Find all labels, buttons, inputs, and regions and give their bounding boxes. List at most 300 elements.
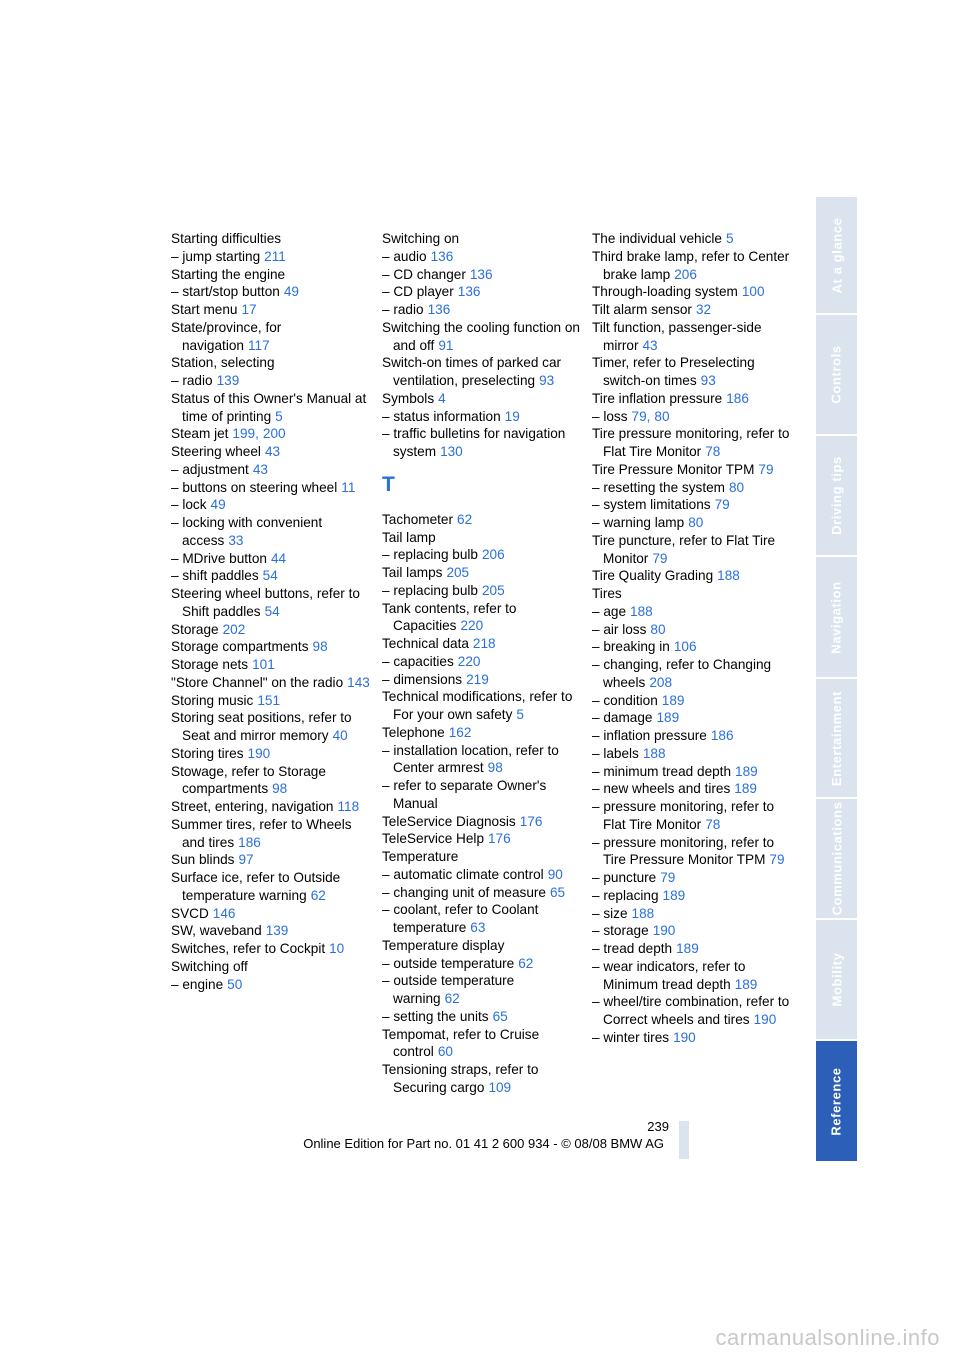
index-entry-text: Tail lamp [382, 529, 436, 545]
index-entry [592, 301, 792, 319]
index-entry [382, 600, 582, 636]
index-entry [592, 603, 792, 621]
index-entry-text: – coolant, refer to Coolant temperature [382, 902, 539, 935]
index-entry-text: – capacities [382, 653, 454, 669]
index-entry-text: – shift paddles [171, 568, 259, 584]
index-entry-text: – outside temperature [382, 955, 515, 971]
index-entry [171, 230, 371, 248]
index-entry-text: – CD player [382, 284, 454, 300]
page-link[interactable]: 190 [247, 745, 271, 761]
page-link[interactable]: 162 [448, 724, 472, 740]
index-entry [592, 283, 792, 301]
page-link[interactable]: 43 [264, 444, 281, 459]
page-link[interactable]: 188 [630, 603, 653, 619]
index-entry-text: Tachometer [382, 511, 454, 527]
page-link[interactable]: 78 [705, 444, 721, 459]
index-entry [171, 869, 371, 905]
index-entry [592, 905, 792, 923]
page-link[interactable]: 136 [457, 284, 481, 300]
page-link[interactable]: 176 [488, 831, 511, 847]
page-link[interactable]: 43 [252, 461, 268, 477]
index-entry-text: Storage compartments [171, 639, 309, 655]
page-link[interactable]: 130 [440, 444, 463, 459]
page-link[interactable]: 189 [656, 710, 680, 726]
page-link[interactable]: 202 [222, 621, 246, 637]
index-entry [592, 479, 792, 497]
index-entry [171, 514, 371, 550]
index-entry [382, 564, 582, 582]
index-entry-text: – wheel/tire combination, refer to Correct wheels and tires [592, 994, 790, 1027]
index-entry [171, 638, 371, 656]
index-entry-text: Storing seat positions, refer to Seat and mirror memory [171, 710, 352, 743]
index-entry-text: Tire inflation pressure [592, 390, 723, 406]
index-entry [382, 301, 582, 319]
index-entry-text: – age [592, 603, 627, 619]
index-entry [382, 972, 582, 1008]
index-entry-text: "Store Channel" on the radio [171, 674, 344, 690]
index-entry [592, 780, 792, 798]
index-entry-text: Switching off [171, 958, 248, 974]
index-entry [171, 745, 371, 763]
page-link[interactable]: 188 [642, 745, 666, 761]
index-entry [171, 567, 371, 585]
index-entry [382, 848, 582, 866]
index-entry [592, 958, 792, 994]
index-entry [382, 777, 582, 813]
chapter-tab-label: Communications [829, 801, 845, 916]
index-entry-text: – new wheels and tires [592, 781, 731, 797]
index-entry [382, 1008, 582, 1026]
page-link[interactable]: 199 [232, 426, 256, 442]
index-entry-text: Tire Quality Grading [592, 568, 714, 584]
index-entry [171, 372, 371, 390]
index-entry-text: Start menu [171, 302, 238, 317]
index-entry [171, 940, 371, 958]
index-entry [171, 319, 371, 355]
index-entry-text: – outside temperature warning [382, 973, 515, 1006]
index-entry-text: Tilt function, passenger-side mirror [592, 319, 762, 353]
page-link[interactable]: 98 [487, 760, 503, 776]
page-link[interactable]: 54 [264, 603, 280, 619]
page-link[interactable]: 93 [539, 373, 555, 388]
index-entry [592, 993, 792, 1029]
index-entry-text: Switching the cooling function on and off [382, 319, 580, 353]
page-link[interactable]: 189 [676, 941, 699, 956]
index-entry [171, 443, 371, 461]
index-entry [592, 230, 792, 248]
page-link[interactable]: 43 [642, 337, 658, 353]
index-entry [592, 887, 792, 905]
index-entry [592, 248, 792, 284]
index-entry [171, 798, 371, 816]
page-link[interactable]: 80 [654, 408, 670, 424]
index-entry-text: Switches, refer to Cockpit [171, 941, 326, 956]
index-entry-text: – engine [171, 976, 224, 992]
index-entry-text: – puncture [592, 870, 657, 885]
footer-bar [679, 1121, 689, 1159]
index-entry-text: – replacing bulb [382, 547, 478, 563]
index-entry [592, 390, 792, 408]
page-link[interactable]: 79 [714, 497, 730, 513]
index-entry [382, 354, 582, 390]
page-link[interactable]: 176 [519, 813, 543, 829]
page-link[interactable]: 4 [438, 390, 446, 406]
index-entry [592, 745, 792, 763]
index-entry [382, 248, 582, 266]
chapter-tab[interactable] [816, 436, 857, 555]
chapter-tab[interactable] [816, 799, 857, 918]
index-entry-text: – jump starting [171, 248, 261, 264]
page-link[interactable]: 117 [247, 337, 270, 353]
chapter-tab[interactable] [816, 679, 857, 797]
index-entry-text: Telephone [382, 724, 445, 740]
page-link[interactable]: 139 [265, 923, 289, 939]
page-link[interactable]: 151 [257, 692, 281, 708]
chapter-tab[interactable] [816, 315, 857, 434]
index-entry-text: Through-loading system [592, 284, 738, 300]
index-entry-text: Tempomat, refer to Cruise control [382, 1026, 540, 1060]
index-entry-text: – storage [592, 923, 649, 939]
index-entry [592, 461, 792, 479]
index-entry [592, 834, 792, 870]
index-entry [382, 635, 582, 653]
page-link[interactable]: 54 [262, 568, 278, 584]
index-entry [382, 266, 582, 284]
page-link[interactable]: 190 [652, 923, 676, 939]
index-entry-text: – replacing [592, 887, 659, 903]
page-link[interactable]: 49 [210, 497, 226, 513]
index-group-t [382, 511, 582, 1097]
index-entry-text: – warning lamp [592, 515, 685, 530]
page-link[interactable]: 5 [275, 408, 283, 424]
index-entry [592, 922, 792, 940]
index-entry [382, 283, 582, 301]
index-entry [592, 692, 792, 710]
page-link[interactable]: 90 [547, 866, 563, 882]
index-entry-text: Storing tires [171, 745, 244, 761]
index-entry-text: State/province, for navigation [171, 319, 282, 353]
index-entry [592, 567, 792, 585]
page-link[interactable]: 218 [472, 636, 496, 651]
index-entry-text: – resetting the system [592, 479, 725, 495]
page-link[interactable]: 65 [492, 1008, 508, 1024]
index-entry [592, 319, 792, 355]
index-entry [382, 724, 582, 742]
index-entry-text: – refer to separate Owner's Manual [382, 778, 547, 811]
page-link[interactable]: 186 [726, 390, 749, 406]
index-entry-text: – condition [592, 692, 658, 708]
index-entry-text: – inflation pressure [592, 728, 707, 743]
page-link[interactable]: 205 [446, 565, 470, 580]
index-entry-text: – pressure monitoring, refer to Flat Tire Monitor [592, 799, 775, 832]
index-entry [171, 816, 371, 852]
index-entry-text: – lock [171, 497, 207, 513]
index-entry-text: Switching on [382, 231, 460, 246]
page-link[interactable]: 98 [272, 781, 288, 797]
index-entry-text: – pressure monitoring, refer to Tire Pressure Monitor TPM [592, 834, 775, 868]
index-column-2 [382, 230, 582, 1097]
index-entry [592, 940, 792, 958]
index-entry [382, 319, 582, 355]
chapter-tab-label: Navigation [829, 580, 844, 654]
index-entry-text: Steam jet [171, 426, 229, 442]
index-entry-text: Surface ice, refer to Outside temperature warning [171, 870, 341, 903]
chapter-tab[interactable] [816, 197, 857, 313]
page-link[interactable]: 189 [662, 887, 686, 903]
index-entry-text: – status information [382, 408, 501, 424]
index-entry-text: Starting the engine [171, 266, 286, 282]
index-entry-text: Summer tires, refer to Wheels and tires [171, 816, 352, 850]
index-entry [382, 866, 582, 884]
page-link[interactable]: 63 [470, 920, 486, 935]
index-column-1 [171, 230, 371, 993]
index-entry [171, 248, 371, 266]
page-link[interactable]: 49 [283, 284, 299, 300]
index-group-s [382, 230, 582, 461]
page-link[interactable]: 200 [262, 426, 286, 442]
index-entry [592, 496, 792, 514]
chapter-tab-label: Mobility [829, 952, 844, 1007]
watermark: carmanualsonline.info [715, 1325, 940, 1350]
index-entry-text: Switch-on times of parked car ventilation, preselecting [382, 355, 562, 388]
page-link[interactable]: 93 [700, 373, 716, 388]
index-entry: Steam jet 199, 200 [171, 426, 286, 442]
page-link[interactable]: 78 [705, 816, 721, 832]
index-entry [382, 653, 582, 671]
page-link[interactable]: 189 [734, 781, 757, 797]
index-entry-text: Stowage, refer to Storage compartments [171, 763, 326, 797]
page-link[interactable]: 44 [270, 550, 287, 566]
footer-edition: Online Edition for Part no. 01 41 2 600 934 - © 08/08 BMW AG [303, 1136, 664, 1151]
index-entry-text: Technical modifications, refer to For your own safety [382, 689, 573, 722]
index-entry [382, 1026, 582, 1062]
page-link[interactable]: 139 [216, 373, 240, 388]
index-letter-heading: T [382, 472, 395, 496]
page-link[interactable]: 143 [347, 674, 370, 690]
page-link[interactable]: 79 [660, 870, 676, 885]
page-link[interactable]: 100 [741, 284, 765, 300]
page-link[interactable]: 136 [427, 302, 451, 317]
index-entry-text: – automatic climate control [382, 866, 544, 882]
index-entry-text: – labels [592, 745, 639, 761]
page-link[interactable]: 146 [212, 905, 236, 921]
index-entry-text: – breaking in [592, 639, 670, 655]
index-entry-text: Tank contents, refer to Capacities [382, 600, 517, 634]
page-link[interactable]: 98 [312, 639, 328, 655]
index-column-3 [592, 230, 792, 1047]
index-entry [171, 301, 371, 319]
page-link[interactable]: 106 [673, 639, 697, 655]
index-entry [382, 884, 582, 902]
page-link[interactable]: 5 [516, 707, 524, 722]
index-entry-text: Street, entering, navigation [171, 799, 334, 814]
index-entry-text: – traffic bulletins for navigation system [382, 426, 566, 459]
index-entry [592, 763, 792, 781]
page-link[interactable]: 190 [753, 1012, 777, 1027]
index-entry [382, 425, 582, 461]
index-entry-text: TeleService Help [382, 831, 484, 847]
page-link[interactable]: 206 [481, 547, 505, 563]
index-entry [382, 582, 582, 600]
index-entry [171, 674, 371, 692]
page-link[interactable]: 40 [332, 728, 348, 743]
index-entry [592, 621, 792, 639]
index-entry-text: Station, selecting [171, 355, 275, 371]
index-entry-text: – installation location, refer to Center armrest [382, 742, 559, 776]
index-entry [171, 266, 371, 284]
index-entry [171, 922, 371, 940]
index-entry: – loss 79, 80 [592, 408, 670, 424]
index-entry [382, 408, 582, 426]
index-entry [171, 692, 371, 710]
index-entry-text: – dimensions [382, 671, 463, 687]
index-entry-text: – replacing bulb [382, 582, 478, 598]
page-link[interactable]: 91 [438, 337, 454, 353]
chapter-tabs [816, 197, 857, 1161]
index-entry [382, 511, 582, 529]
index-entry [171, 354, 371, 372]
index-entry [592, 709, 792, 727]
page-link[interactable]: 10 [329, 941, 345, 956]
index-entry-text: – system limitations [592, 497, 711, 513]
index-entry-text: – start/stop button [171, 284, 280, 300]
page-link[interactable]: 206 [674, 266, 697, 282]
index-entry-text: Tire puncture, refer to Flat Tire Monitor [592, 532, 776, 566]
page-link[interactable]: 79 [769, 852, 785, 868]
index-entry [171, 709, 371, 745]
index-entry [171, 461, 371, 479]
index-entry [592, 727, 792, 745]
index-entry [171, 656, 371, 674]
index-entry-text: – minimum tread depth [592, 763, 732, 779]
index-entry-text: SW, waveband [171, 923, 262, 939]
index-entry [592, 354, 792, 390]
page-link[interactable]: 79 [758, 461, 774, 477]
page-link[interactable]: 190 [673, 1029, 696, 1045]
page-link[interactable]: 136 [469, 266, 493, 282]
index-entry-text: Starting difficulties [171, 231, 282, 246]
index-entry-text: – changing, refer to Changing wheels [592, 657, 772, 690]
index-entry [171, 283, 371, 301]
index-entry-text: – adjustment [171, 461, 249, 477]
index-entry-text: – CD changer [382, 266, 466, 282]
page-link[interactable]: 79 [631, 408, 647, 424]
page-link[interactable]: 220 [460, 618, 484, 634]
index-entry-text: – radio [382, 302, 424, 317]
chapter-tab[interactable] [816, 920, 857, 1039]
page-link[interactable]: 109 [488, 1079, 512, 1095]
index-entry-text: SVCD [171, 905, 209, 921]
index-entry-text: Tensioning straps, refer to Securing cargo [382, 1062, 539, 1095]
index-entry [382, 230, 582, 248]
index-entry [171, 479, 371, 497]
index-entry [382, 390, 582, 408]
index-entry [592, 514, 792, 532]
page-link[interactable]: 17 [241, 302, 257, 317]
index-entry [382, 901, 582, 937]
chapter-tab[interactable] [816, 1041, 857, 1161]
index-entry [592, 638, 792, 656]
index-entry-text: – setting the units [382, 1008, 489, 1024]
page-link[interactable]: 189 [734, 976, 758, 992]
chapter-tab-label: Controls [829, 345, 844, 404]
page-link[interactable]: 80 [650, 621, 666, 637]
page-link[interactable]: 211 [264, 248, 286, 264]
index-entry-text: – locking with convenient access [171, 515, 323, 548]
index-entry-text: Tire pressure monitoring, refer to Flat Tire Monitor [592, 426, 790, 459]
index-entry [382, 1061, 582, 1097]
index-entry [171, 585, 371, 621]
index-entry [171, 958, 371, 976]
index-entry [171, 851, 371, 869]
index-entry [382, 688, 582, 724]
page-link[interactable]: 50 [227, 976, 243, 992]
page-link[interactable]: 219 [466, 671, 489, 687]
index-entry [592, 798, 792, 834]
page-link[interactable]: 189 [661, 692, 685, 708]
page-link[interactable]: 189 [735, 763, 758, 779]
index-entry-text: – size [592, 905, 628, 921]
index-entry [382, 546, 582, 564]
page-link[interactable]: 220 [457, 653, 481, 669]
page-link[interactable]: 186 [238, 834, 261, 850]
index-entry-text: Symbols [382, 390, 435, 406]
page-link[interactable]: 80 [728, 479, 745, 495]
page-link[interactable]: 80 [688, 515, 704, 530]
page-link[interactable]: 118 [337, 799, 360, 814]
index-entry-text: Temperature [382, 849, 459, 864]
index-entry [382, 955, 582, 973]
page-link[interactable]: 19 [504, 408, 520, 424]
page-link[interactable]: 62 [310, 887, 326, 903]
page-link[interactable]: 11 [341, 479, 356, 495]
page-link[interactable]: 188 [717, 568, 740, 584]
page-link[interactable]: 65 [550, 884, 566, 900]
index-entry-text: – loss [592, 408, 628, 424]
index-entry [171, 976, 371, 994]
page-link[interactable]: 101 [252, 657, 275, 672]
page-link[interactable]: 62 [457, 511, 473, 527]
page-link[interactable]: 62 [444, 991, 460, 1006]
page-link[interactable]: 79 [652, 550, 668, 566]
index-entry-text: Steering wheel buttons, refer to Shift paddles [171, 586, 360, 619]
index-entry [171, 550, 371, 568]
index-entry-text: Timer, refer to Preselecting switch-on times [592, 355, 755, 388]
page-link[interactable]: 5 [725, 231, 734, 246]
chapter-tab-label: Driving tips [829, 456, 844, 535]
chapter-tab[interactable] [816, 557, 857, 677]
page-link[interactable]: 60 [437, 1044, 453, 1060]
index-entry [382, 671, 582, 689]
index-entry [592, 1029, 792, 1047]
page-link[interactable]: 205 [481, 582, 505, 598]
page-link[interactable]: 186 [710, 728, 734, 743]
page-link[interactable]: 188 [631, 905, 655, 921]
page-link[interactable]: 208 [649, 674, 673, 690]
index-entry-text: – damage [592, 710, 653, 726]
page-link[interactable]: 33 [228, 532, 244, 548]
page-link[interactable]: 32 [695, 302, 712, 317]
page-link[interactable]: 62 [518, 955, 534, 971]
page-number: 239 [647, 1119, 669, 1134]
index-entry-text: – radio [171, 373, 213, 388]
index-entry-text: The individual vehicle [592, 231, 722, 246]
index-entry [592, 532, 792, 568]
page-link[interactable]: 136 [430, 248, 454, 264]
page-link[interactable]: 97 [238, 852, 254, 868]
index-entry-text: – air loss [592, 621, 647, 637]
index-entry [382, 742, 582, 778]
